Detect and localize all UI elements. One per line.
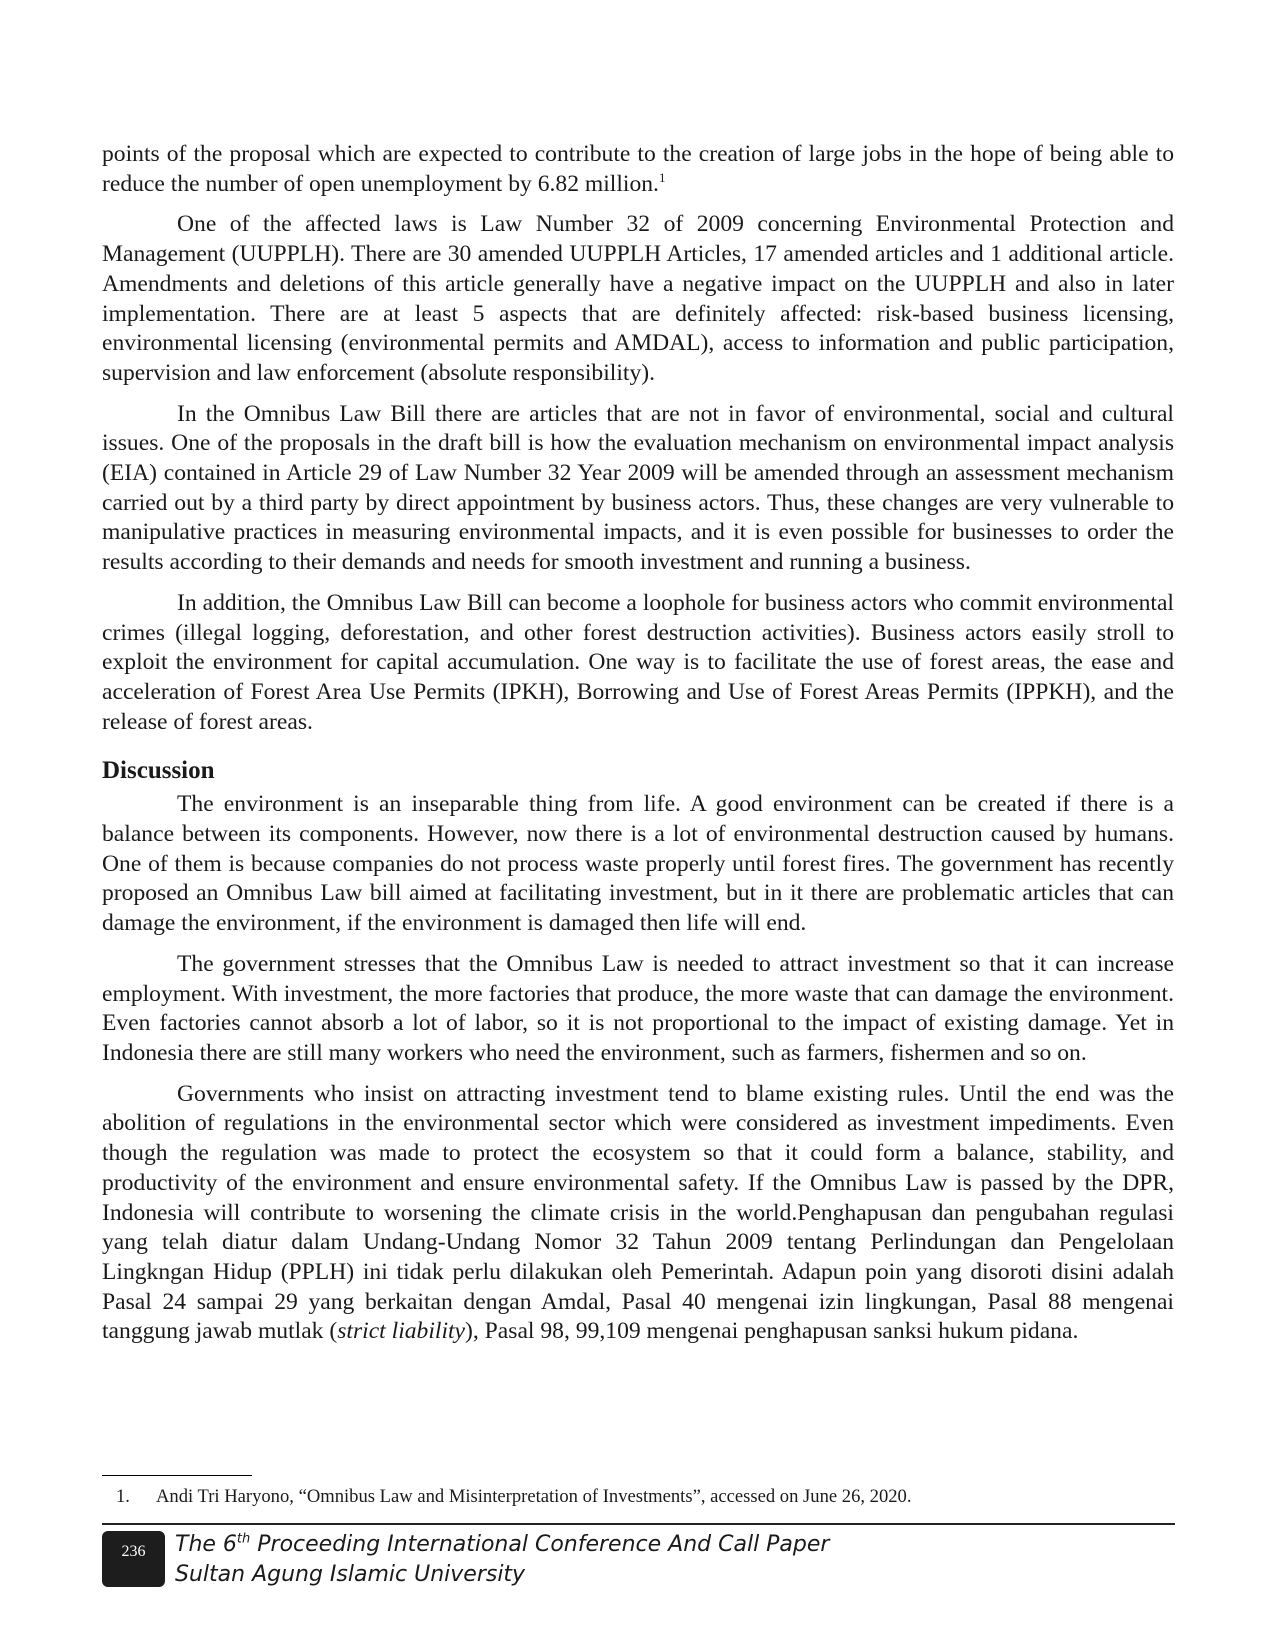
footnote-reference: 1 <box>658 169 666 185</box>
footer-divider <box>102 1523 1175 1525</box>
footer-line-1-pre: The 6 <box>175 1532 237 1557</box>
page-number-badge <box>102 1531 165 1587</box>
paragraph-1 <box>102 140 1174 199</box>
footnote-text: Andi Tri Haryono, “Omnibus Law and Misinterpretation of Investments”, accessed on June 26, 2020. <box>156 1486 912 1507</box>
paragraph-7-text-a: Governments who insist on attracting investment tend to blame existing rules. Until the end was the abolition of regulations in the environmental sector which were considered as investment impediments. Even though the regulation was made to protect the ecosystem so that it could form a balance, stability, and productivity of the environment and ensure environmental safety. If the Omnibus Law is passed by the DPR, Indonesia will contribute to worsening the climate crisis in the world.Penghapusan dan pengubahan regulasi yang telah diatur dalam Undang-Undang Nomor 32 Tahun 2009 tentang Perlindungan dan Pengelolaan Lingkngan Hidup (PPLH) ini tidak perlu dilakukan oleh Pemerintah. Adapun poin yang disoroti disini adalah Pasal 24 sampai 29 yang berkaitan dengan Amdal, Pasal 40 mengenai izin lingkungan, Pasal 88 mengenai tanggung jawab mutlak ( <box>102 1080 1174 1345</box>
footer-line-1 <box>175 1530 1075 1560</box>
paragraph-3: In the Omnibus Law Bill there are articles that are not in favor of environmental, social and cultural issues. One of the proposals in the draft bill is how the evaluation mechanism on environmental impact analysis (EIA) contained in Article 29 of Law Number 32 Year 2009 will be amended through an assessment mechanism carried out by a third party by direct appointment by business actors. Thus, these changes are very vulnerable to manipulative practices in measuring environmental impacts, and it is even possible for businesses to order the results according to their demands and needs for smooth investment and running a business. <box>102 400 1174 576</box>
page-number: 236 <box>121 1543 146 1560</box>
footnote-number: 1. <box>116 1486 130 1507</box>
footnote-separator <box>102 1475 252 1476</box>
paragraph-6: The government stresses that the Omnibus Law is needed to attract investment so that it can increase employment. With investment, the more factories that produce, the more waste that can damage the environment. Even factories cannot absorb a lot of labor, so it is not proportional to the impact of existing damage. Yet in Indonesia there are still many workers who need the environment, such as farmers, fishermen and so on. <box>102 950 1174 1066</box>
paragraph-5: The environment is an inseparable thing from life. A good environment can be created if there is a balance between its components. However, now there is a lot of environmental destruction caused by humans. One of them is because companies do not process waste properly until forest fires. The government has recently proposed an Omnibus Law bill aimed at facilitating investment, but in it there are problematic articles that can damage the environment, if the environment is damaged then life will end. <box>102 791 1174 937</box>
body-text <box>102 140 1174 1358</box>
paragraph-7-italic-term: strict liability <box>337 1318 466 1345</box>
footnote <box>116 1485 1166 1509</box>
footer-line-1-post: Proceeding International Conference And Call Paper <box>250 1532 830 1557</box>
paragraph-2: One of the affected laws is Law Number 32 of 2009 concerning Environmental Protection and Management (UUPPLH). There are 30 amended UUPPLH Articles, 17 amended articles and 1 additional article. Amendments and deletions of this article generally have a negative impact on the UUPPLH and also in later implementation. There are at least 5 aspects that are definitely affected: risk-based business licensing, environmental licensing (environmental permits and AMDAL), access to information and public participation, supervision and law enforcement (absolute responsibility). <box>102 211 1174 386</box>
paragraph-4: In addition, the Omnibus Law Bill can become a loophole for business actors who commit environmental crimes (illegal logging, deforestation, and other forest destruction activities). Business actors easily stroll to exploit the environment for capital accumulation. One way is to facilitate the use of forest areas, the ease and acceleration of Forest Area Use Permits (IPKH), Borrowing and Use of Forest Areas Permits (IPPKH), and the release of forest areas. <box>102 589 1174 735</box>
paragraph-7-text-b: ), Pasal 98, 99,109 mengenai penghapusan sanksi hukum pidana. <box>465 1318 1079 1345</box>
section-heading: Discussion <box>102 757 215 785</box>
paragraph-1-text: points of the proposal which are expected to contribute to the creation of large jobs in the hope of being able to reduce the number of open unemployment by 6.82 million. <box>102 141 1174 197</box>
footer-title <box>175 1530 1075 1590</box>
footer-line-1-sup: th <box>236 1531 251 1547</box>
paragraph-7 <box>102 1080 1174 1347</box>
footer-line-2: Sultan Agung Islamic University <box>175 1562 526 1587</box>
